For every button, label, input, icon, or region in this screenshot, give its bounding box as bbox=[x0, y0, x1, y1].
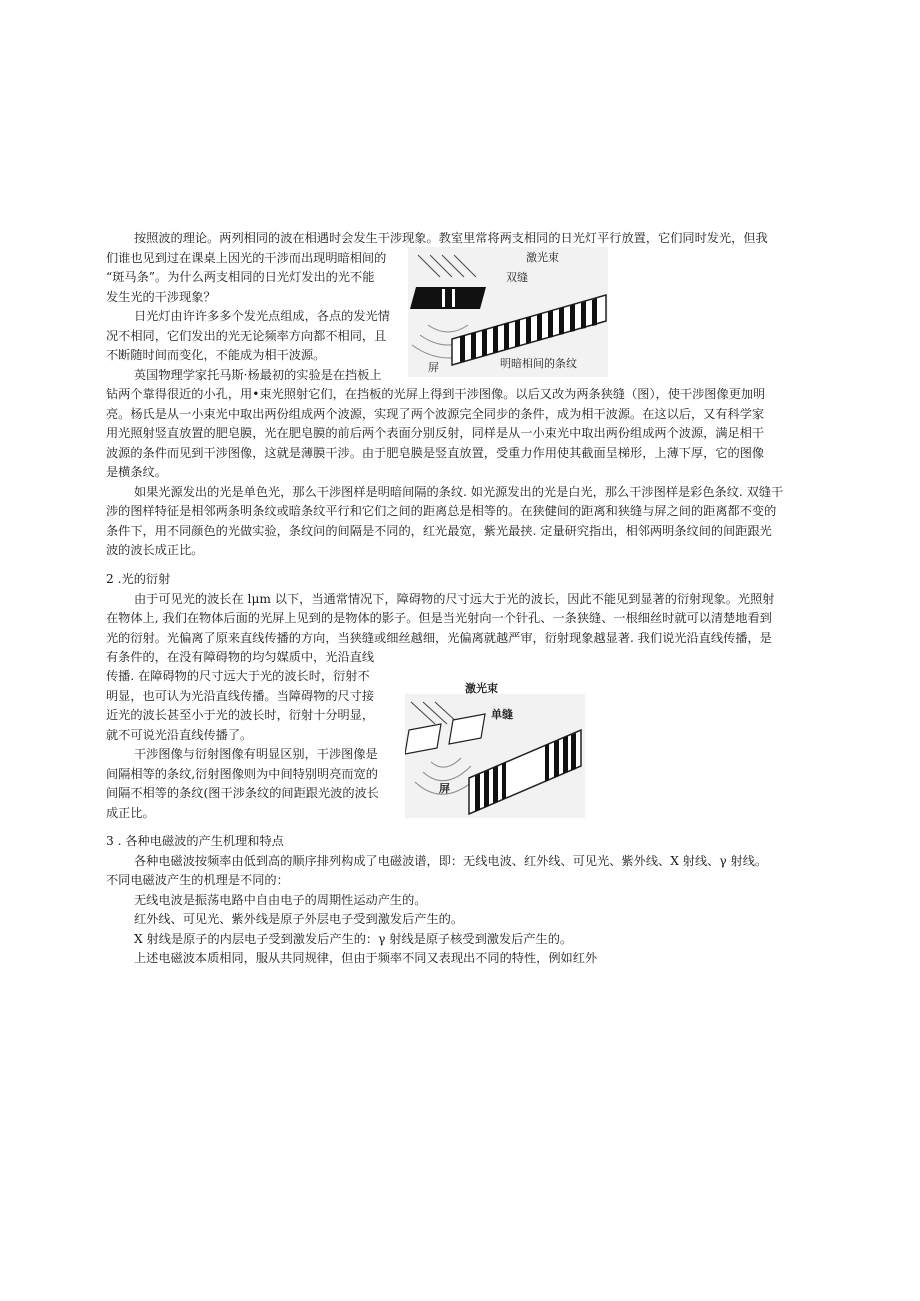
paragraph-line: 钻两个靠得很近的小孔，用•束光照射它们，在挡板的光屏上得到干涉图像。以后又改为两条狭缝（图），使干涉图像更加明 bbox=[106, 387, 766, 401]
paragraph-line: 况不相同，它们发出的光无论频率方向都不相同，且 bbox=[106, 329, 387, 343]
paragraph-line: 红外线、可见光、紫外线是原子外层电子受到激发后产生的。 bbox=[134, 912, 464, 926]
paragraph-line: “斑马条”。为什么两支相同的日光灯发出的光不能 bbox=[106, 270, 375, 284]
paragraph-line: 是横条纹。 bbox=[106, 465, 167, 479]
paragraph-line: 在物体上, 我们在物体后面的光屏上见到的是物体的影子。但是当光射向一个针孔、一条狭缝、一根细丝时就可以清楚地看到 bbox=[106, 611, 772, 625]
paragraph-line: 按照波的理论。两列相同的波在相遇时会发生干涉现象。教室里常将两支相同的日光灯平行放置，它们同时发光，但我 bbox=[134, 231, 768, 245]
paragraph-line: 由于可见光的波长在 lμm 以下，当通常情况下，障碍物的尺寸远大于光的波长，因此不能见到显著的衍射现象。光照射 bbox=[134, 592, 775, 606]
paragraph-line: 成正比。 bbox=[106, 806, 155, 820]
paragraph-line: 波源的条件而见到干涉图像，这就是薄膜干涉。由于肥皂膜是竖直放置，受重力作用使其截面呈梯形，上薄下厚，它的图像 bbox=[106, 446, 765, 460]
single-slit-label: 单缝 bbox=[491, 708, 513, 721]
screen-label: 屏 bbox=[439, 782, 450, 795]
screen-label: 屏 bbox=[428, 361, 439, 374]
paragraph-line: 日光灯由许许多多个发光点组成，各点的发光情 bbox=[134, 309, 390, 323]
paragraph-line: 条件下，用不同颜色的光做实验，条纹问的间隔是不同的，红光最宽，紫光最挟. 定量研究指出，相邻两明条纹间的间距跟光 bbox=[106, 524, 772, 538]
paragraph-line: 各种电磁波按频率由低到高的顺序排列构成了电磁波谱，即：无线电波、红外线、可见光、紫外线、X 射线、γ 射线。 bbox=[134, 854, 768, 868]
section-heading: 3 . 各种电磁波的产生机理和特点 bbox=[106, 834, 284, 848]
paragraph-line: 们谁也见到过在课桌上因光的干涉而出现明暗相间的 bbox=[106, 251, 387, 265]
fringes-label: 明暗相间的条纹 bbox=[500, 357, 577, 370]
paragraph-line: 用光照射竖直放置的肥皂膜，光在肥皂膜的前后两个表面分别反射，同样是从一小束光中取出两份组成两个波源，满足相干 bbox=[106, 426, 765, 440]
double-slit-label: 双缝 bbox=[506, 271, 528, 284]
paragraph-line: 不断随时间而变化，不能成为相干波源。 bbox=[106, 348, 326, 362]
paragraph-line: 有条件的，在没有障碍物的均匀媒质中，光沿直线 bbox=[106, 650, 375, 664]
paragraph-line: 上述电磁波本质相同，服从共同规律，但由于频率不同又表现出不同的特性，例如红外 bbox=[134, 951, 598, 965]
paragraph-line: 亮。杨氏是从一小束光中取出两份组成两个波源，实现了两个波源完全同步的条件，成为相干波源。在这以后，又有科学家 bbox=[106, 407, 765, 421]
paragraph-line: 如果光源发出的光是单色光，那么干涉图样是明暗间隔的条纹. 如光源发出的光是白光，那么干涉图样是彩色条纹. 双缝干 bbox=[134, 485, 784, 499]
single-slit-figure bbox=[405, 680, 585, 818]
paragraph-line: 传播. 在障碍物的尺寸远大于光的波长时，衍射不 bbox=[106, 669, 370, 683]
double-slit-figure bbox=[408, 247, 608, 377]
paragraph-line: 明显，也可认为光沿直线传播。当障碍物的尺寸接 bbox=[106, 689, 375, 703]
paragraph-line: 英国物理学家托马斯·杨最初的实验是在挡板上 bbox=[134, 368, 382, 382]
paragraph-line: 就不可说光沿直线传播了。 bbox=[106, 728, 253, 742]
double-slit-barrier bbox=[410, 287, 486, 309]
paragraph-line: 干涉图像与衍射图像有明显区别，干涉图像是 bbox=[134, 747, 378, 761]
laser-beam-label: 激光束 bbox=[465, 682, 498, 695]
paragraph-line: 无线电波是振荡电路中自由电子的周期性运动产生的。 bbox=[134, 893, 427, 907]
paragraph-line: 近光的波长甚至小于光的波长时，衍射十分明显， bbox=[106, 708, 375, 722]
paragraph-line: 间隔相等的条纹,衍射图像则为中间特别明亮而宽的 bbox=[106, 767, 378, 781]
paragraph-line: 波的波长成正比。 bbox=[106, 543, 204, 557]
paragraph-line: 间隔不相等的条纹(图干涉条纹的间距跟光波的波长 bbox=[106, 786, 379, 800]
section-heading: 2 .光的衍射 bbox=[106, 572, 171, 586]
paragraph-line: 不同电磁波产生的机理是不同的： bbox=[106, 873, 289, 887]
paragraph-line: 涉的图样特征是相邻两条明条纹或暗条纹平行和它们之间的距离总是相等的。在狭健间的距离和狭缝与屏之间的距离都不变的 bbox=[106, 504, 777, 518]
laser-beam-label: 激光束 bbox=[526, 251, 559, 264]
paragraph-line: 发生光的干涉现象？ bbox=[106, 290, 216, 304]
paragraph-line: X 射线是原子的内层电子受到激发后产生的：γ 射线是原子核受到激发后产生的。 bbox=[134, 932, 573, 946]
paragraph-line: 光的衍射。光偏离了原来直线传播的方向，当狭缝或细丝越细，光偏离就越严审，衍射现象越显著. 我们说光沿直线传播，是 bbox=[106, 631, 772, 645]
